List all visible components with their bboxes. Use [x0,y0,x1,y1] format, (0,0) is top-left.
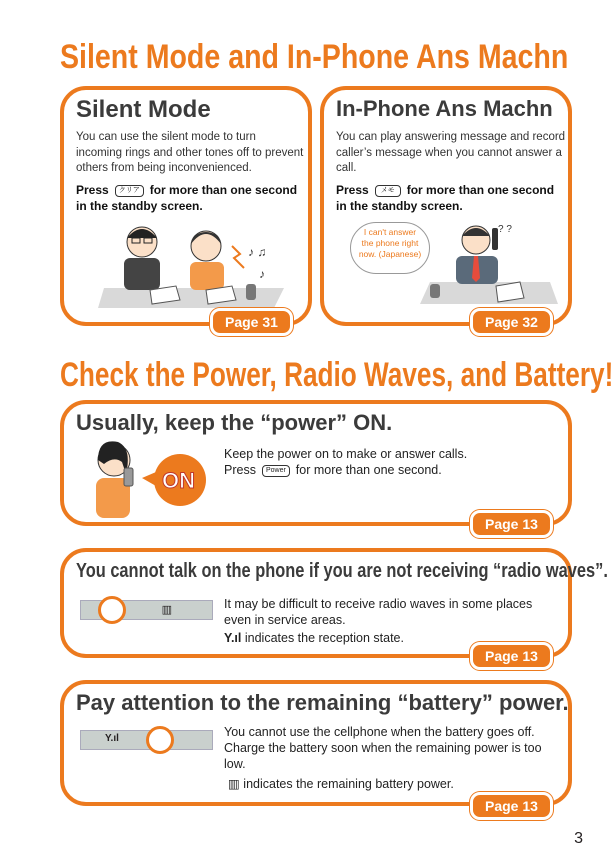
answering-machine-box [320,86,572,330]
svg-text:♪ ♫: ♪ ♫ [248,245,267,259]
battery-line1: You cannot use the cellphone when the battery goes off. Charge the battery soon when the remaining power is too low. [224,725,542,771]
speech-bubble-text: I can't answer the phone right now. (Japanese) [358,227,422,259]
battery-icon: ▥ [161,604,172,616]
press-prefix: Press [336,183,369,197]
power-key-icon: Power [262,465,290,477]
svg-text:♪: ♪ [259,267,265,281]
svg-text:? ?: ? ? [498,224,512,235]
signal-highlight-icon [98,596,126,624]
page-number: 3 [574,830,583,847]
battery-icon: ▥ [228,777,240,791]
press-suffix: for more than one second. [295,463,442,477]
woman-with-phone-illustration [84,434,224,524]
radio-line2: indicates the reception state. [244,631,404,645]
speech-bubble [350,222,430,274]
antenna-icon: Y.ıl [105,733,119,744]
press-suffix: for more than one second in the standby screen. [336,183,555,213]
power-page-link[interactable]: Page 13 [470,510,553,538]
press-suffix: for more than one second in the standby screen. [76,183,298,213]
silent-mode-heading: Silent Mode [76,96,211,123]
businessman-illustration [420,212,560,312]
battery-highlight-icon [146,726,174,754]
radio-line2-row [224,630,404,646]
battery-line2: indicates the remaining battery power. [243,777,454,791]
silent-mode-box [60,86,312,330]
power-heading: Usually, keep the “power” ON. [76,410,393,435]
memo-key-icon: メモ [375,185,401,197]
battery-page-link[interactable]: Page 13 [470,792,553,820]
answering-machine-page-link[interactable]: Page 32 [470,308,553,336]
section-title: Check the Power, Radio Waves, and Battery! [60,356,613,394]
power-box [60,400,572,532]
answering-machine-instruction [336,182,568,214]
silent-mode-page-link[interactable]: Page 31 [210,308,293,336]
radio-page-link[interactable]: Page 13 [470,642,553,670]
answering-machine-heading: In-Phone Ans Machn [336,96,553,121]
clear-key-icon: クリア [115,185,144,197]
silent-mode-instruction [76,182,308,214]
battery-heading: Pay attention to the remaining “battery” power. [76,690,569,715]
power-on-label: ON [162,468,195,493]
power-line1: Keep the power on to make or answer calls. [224,447,468,461]
radio-box [60,548,608,664]
silent-classroom-illustration [94,216,294,316]
power-press-line [224,462,442,478]
battery-line2-row [228,776,454,792]
radio-heading: You cannot talk on the phone if you are not receiving “radio waves”. [76,560,608,582]
answering-machine-description: You can play answering message and record caller’s message when you cannot answer a call. [336,131,566,174]
radio-line1: It may be difficult to receive radio waves in some places even in service areas. [224,597,533,627]
antenna-icon: Y.ıl [224,631,242,645]
silent-mode-description: You can use the silent mode to turn incoming rings and other tones off to prevent others from being inconvenienced. [76,131,304,174]
main-title: Silent Mode and In-Phone Ans Machn [60,38,569,76]
battery-box [60,680,572,814]
press-prefix: Press [224,463,256,477]
press-prefix: Press [76,183,109,197]
